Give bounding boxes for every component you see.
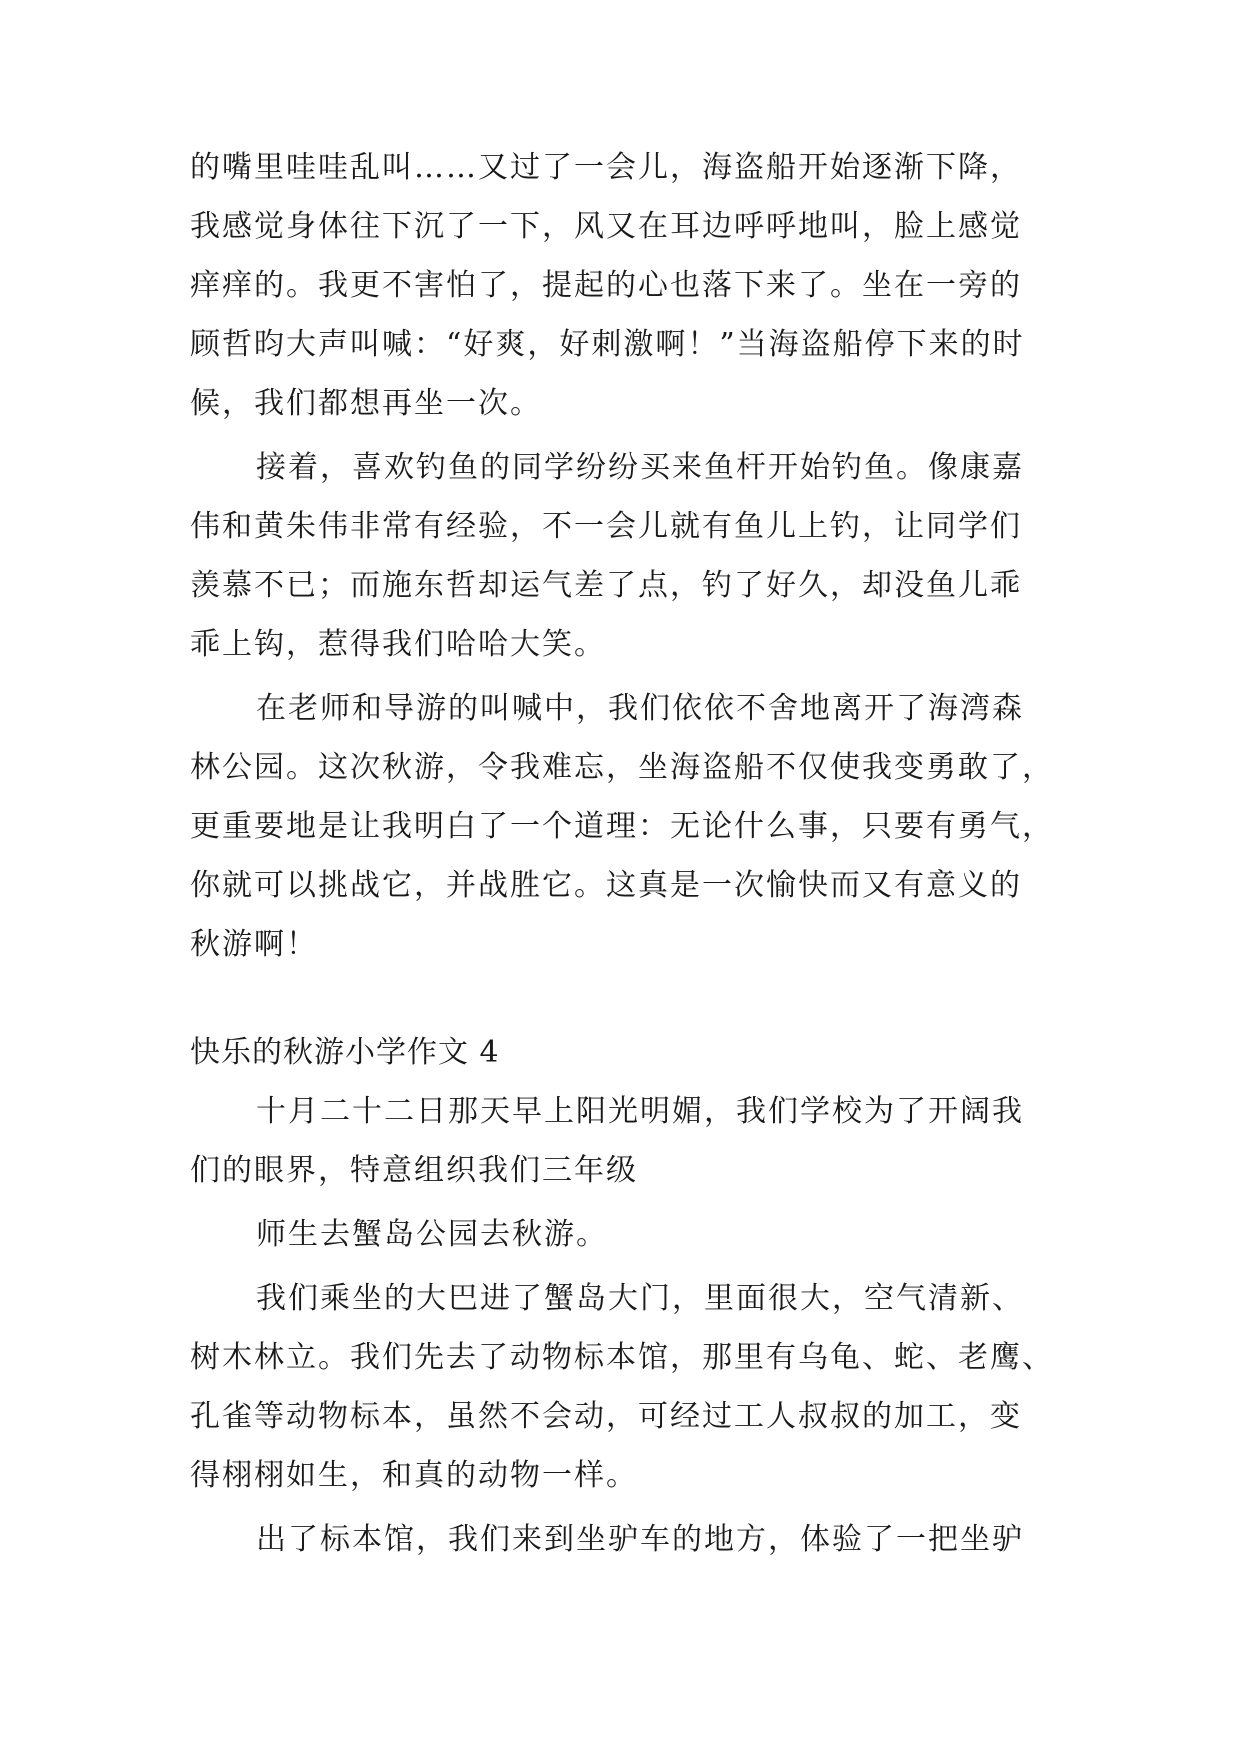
paragraph-line: 羡慕不已；而施东哲却运气差了点，钓了好久，却没鱼儿乖 bbox=[190, 568, 1022, 603]
paragraph-line: 候，我们都想再坐一次。 bbox=[190, 386, 542, 421]
paragraph-line: 师生去蟹岛公园去秋游。 bbox=[256, 1217, 608, 1252]
paragraph-line: 我感觉身体往下沉了一下，风又在耳边呼呼地叫，脸上感觉 bbox=[190, 209, 1022, 244]
paragraph-line: 林公园。这次秋游，令我难忘，坐海盗船不仅使我变勇敢了， bbox=[190, 750, 1054, 785]
paragraph-line: 出了标本馆，我们来到坐驴车的地方，体验了一把坐驴 bbox=[256, 1522, 1024, 1557]
paragraph-line: 更重要地是让我明白了一个道理：无论什么事，只要有勇气， bbox=[190, 809, 1054, 844]
paragraph-line: 十月二十二日那天早上阳光明媚，我们学校为了开阔我 bbox=[256, 1094, 1024, 1129]
paragraph-line: 树木林立。我们先去了动物标本馆，那里有乌龟、蛇、老鹰、 bbox=[190, 1340, 1054, 1375]
paragraph-line: 秋游啊！ bbox=[190, 927, 318, 962]
paragraph-line: 们的眼界，特意组织我们三年级 bbox=[190, 1153, 638, 1188]
paragraph-line: 我们乘坐的大巴进了蟹岛大门，里面很大，空气清新、 bbox=[256, 1281, 1024, 1316]
paragraph-line: 孔雀等动物标本，虽然不会动，可经过工人叔叔的加工，变 bbox=[190, 1399, 1022, 1434]
section-heading: 快乐的秋游小学作文 4 bbox=[190, 1035, 500, 1070]
paragraph-line: 在老师和导游的叫喊中，我们依依不舍地离开了海湾森 bbox=[256, 691, 1024, 726]
paragraph-line: 痒痒的。我更不害怕了，提起的心也落下来了。坐在一旁的 bbox=[190, 268, 1022, 303]
paragraph-line: 接着，喜欢钓鱼的同学纷纷买来鱼杆开始钓鱼。像康嘉 bbox=[256, 450, 1024, 485]
paragraph-line: 得栩栩如生，和真的动物一样。 bbox=[190, 1458, 638, 1493]
paragraph-line: 你就可以挑战它，并战胜它。这真是一次愉快而又有意义的 bbox=[190, 868, 1022, 903]
paragraph-line: 乖上钩，惹得我们哈哈大笑。 bbox=[190, 627, 606, 662]
paragraph-line: 顾哲昀大声叫喊：“好爽，好刺激啊！”当海盗船停下来的时 bbox=[190, 327, 1025, 362]
paragraph-line: 伟和黄朱伟非常有经验，不一会儿就有鱼儿上钓，让同学们 bbox=[190, 509, 1022, 544]
paragraph-line: 的嘴里哇哇乱叫……又过了一会儿，海盗船开始逐渐下降， bbox=[190, 150, 1022, 185]
